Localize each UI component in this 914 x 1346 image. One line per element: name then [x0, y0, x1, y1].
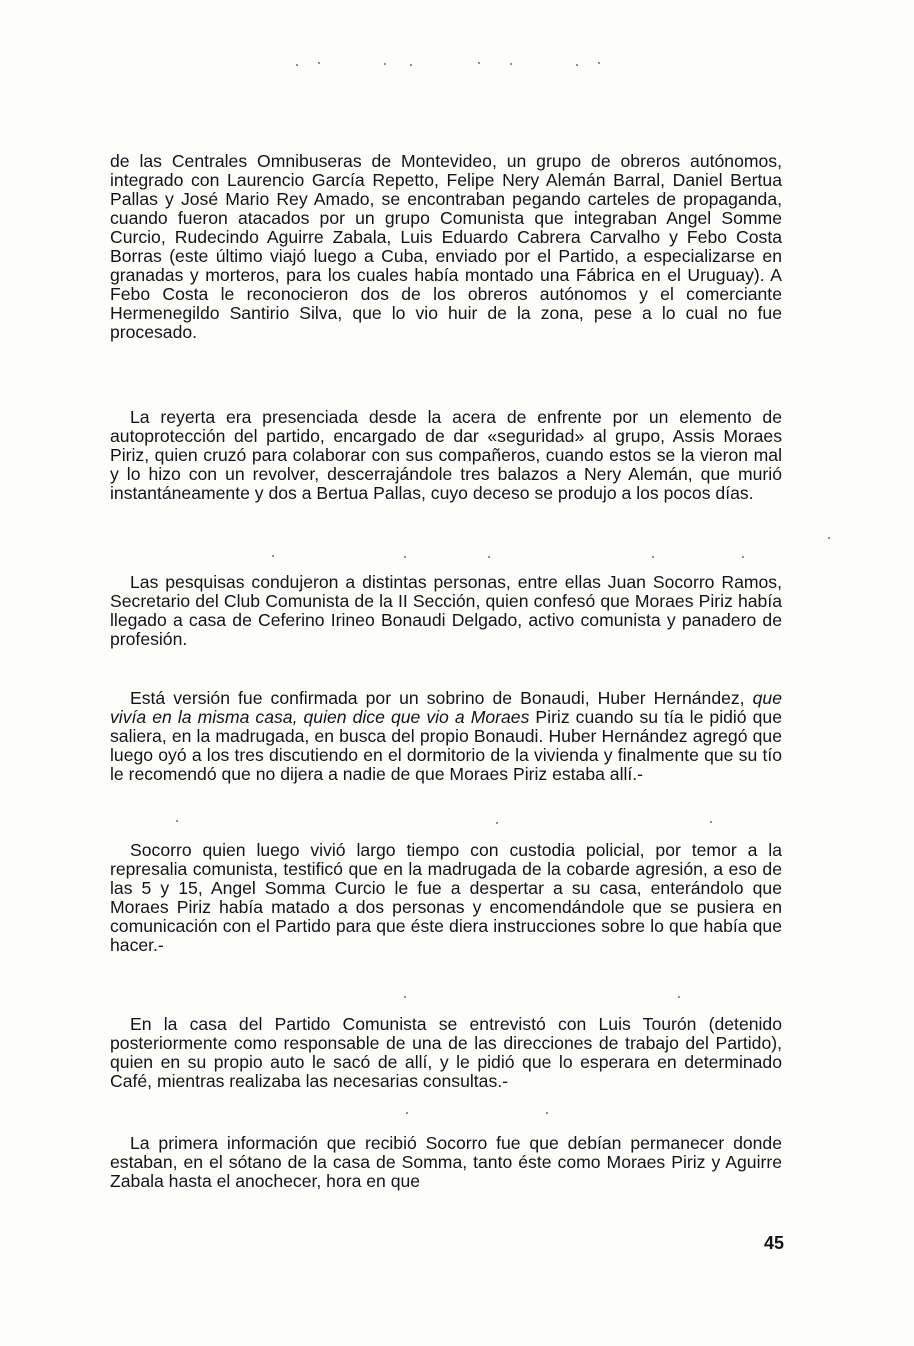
scan-speck [384, 63, 386, 65]
scan-speck [828, 537, 830, 539]
paragraph-2 [110, 408, 782, 503]
scan-speck [598, 62, 600, 64]
paragraph-6 [110, 1015, 782, 1091]
scan-speck [296, 64, 298, 66]
paragraph-3 [110, 573, 782, 649]
scan-speck [404, 996, 406, 998]
scan-speck [710, 821, 712, 823]
paragraph-text: En la casa del Partido Comunista se entrevistó con Luis Tourón (detenido posteriormente como responsable de una de las direcciones de trabajo del Partido), quien en su propio auto le sacó de allí, y le pidió que lo esperara en determinado Café, mientras realizaba las necesarias consultas.- [110, 1014, 782, 1091]
scan-speck [652, 556, 654, 558]
scan-speck [742, 556, 744, 558]
paragraph-text [110, 689, 782, 784]
scan-speck [410, 64, 412, 66]
paragraph-text: Las pesquisas condujeron a distintas personas, entre ellas Juan Socorro Ramos, Secretario del Club Comunista de la II Sección, quien confesó que Moraes Piriz había llegado a casa de Ceferino Irineo Bonaudi Delgado, activo comunista y panadero de profesión. [110, 572, 782, 649]
paragraph-text: de las Centrales Omnibuseras de Montevideo, un grupo de obreros autónomos, integrado con Laurencio García Repetto, Felipe Nery Alemán Barral, Daniel Bertua Pallas y José Mario Rey Amado, se encontraban pegando carteles de propaganda, cuando fueron atacados por un grupo Comunista que integraban Angel Somme Curcio, Rudecindo Aguirre Zabala, Luis Eduardo Cabrera Carvalho y Febo Costa Borras (este último viajó luego a Cuba, enviado por el Partido, a especializarse en granadas y morteros, para los cuales había montado una Fábrica en el Uruguay). A Febo Costa le reconocieron dos de los obreros autónomos y el comerciante Hermenegildo Santirio Silva, que lo vio huir de la zona, pese a lo cual no fue procesado. [110, 151, 782, 342]
scan-speck [272, 555, 274, 557]
paragraph-text: La primera información que recibió Socorro fue que debían permanecer donde estaban, en el sótano de la casa de Somma, tanto éste como Moraes Piriz y Aguirre Zabala hasta el anochecer, hora en que [110, 1133, 782, 1191]
paragraph-7 [110, 1134, 782, 1191]
page-number: 45 [763, 1233, 784, 1253]
scan-speck [406, 1112, 408, 1114]
paragraph-text: Socorro quien luego vivió largo tiempo con custodia policial, por temor a la represalia comunista, testificó que en la madrugada de la cobarde agresión, a eso de las 5 y 15, Angel Somma Curcio le fue a despertar a su casa, enterándolo que Moraes Piriz había matado a dos personas y encomendándole que se pusiera en comunicación con el Partido para que éste diera instrucciones sobre lo que había que hacer.- [110, 840, 782, 955]
scan-speck [546, 1112, 548, 1114]
scan-speck [576, 64, 578, 66]
paragraph-4 [110, 689, 782, 784]
scan-speck [176, 820, 178, 822]
paragraph-4-part-2: Piriz cuando su tía le pidió que saliera, en la madrugada, en busca del propio Bonaudi. Huber Hernández agregó que luego oyó a los tres discutiendo en el dormitorio de la vivienda y finalmente que su tío le recomendó que no dijera a nadie de que Moraes Piriz estaba allí.- [110, 707, 782, 784]
scan-speck [478, 62, 480, 64]
scan-speck [496, 822, 498, 824]
paragraph-1 [110, 152, 782, 342]
scan-speck [488, 556, 490, 558]
paragraph-text: La reyerta era presenciada desde la acera de enfrente por un elemento de autoprotección del partido, encargado de dar «seguridad» al grupo, Assis Moraes Piriz, quien cruzó para colaborar con sus compañeros, cuando estos se la vieron mal y lo hizo con un revolver, descerrajándole tres balazos a Nery Alemán, que murió instantáneamente y dos a Bertua Pallas, cuyo deceso se produjo a los pocos días. [110, 407, 782, 503]
scan-speck [404, 556, 406, 558]
scan-speck [678, 996, 680, 998]
scan-speck [318, 62, 320, 64]
scan-speck [510, 63, 512, 65]
paragraph-5 [110, 841, 782, 955]
paragraph-4-part-1: Está versión fue confirmada por un sobrino de Bonaudi, Huber Hernández, [130, 688, 753, 708]
paragraph-4-italic: que vivía en la misma casa, quien dice que vio a Moraes [110, 688, 782, 727]
